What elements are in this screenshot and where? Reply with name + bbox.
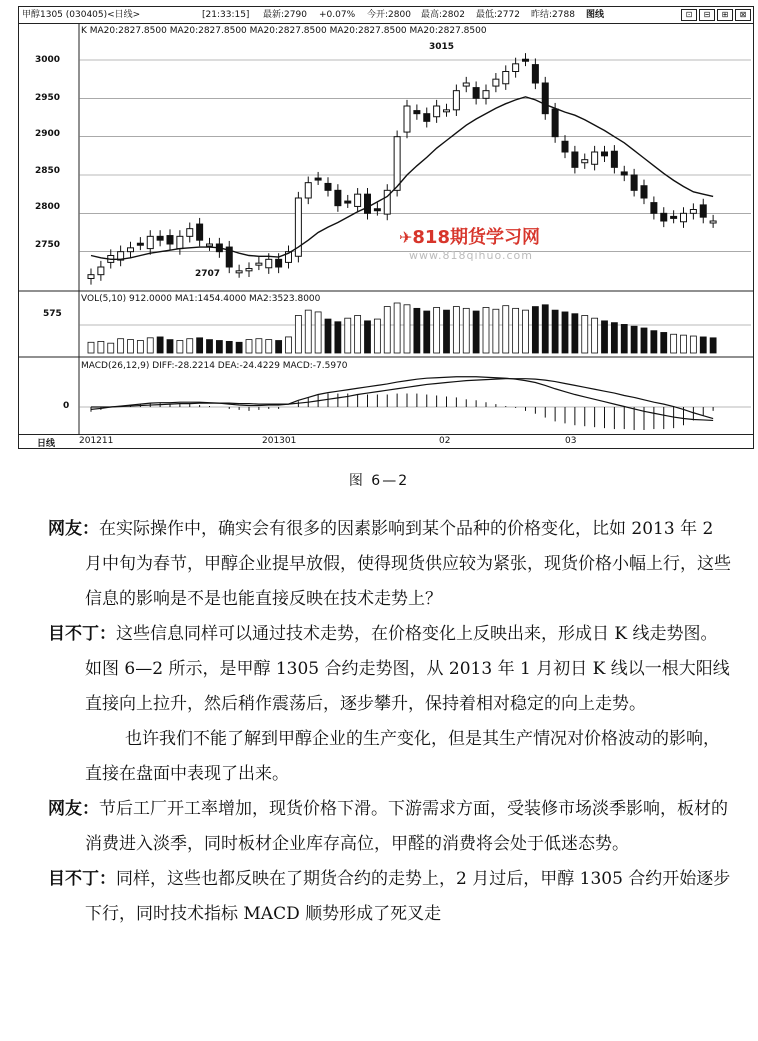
volume-bar <box>453 307 459 353</box>
candle-body <box>434 106 440 117</box>
k-panel-label: K MA20:2827.8500 MA20:2827.8500 MA20:2827.8500 MA20:2827.8500 MA20:2827.8500 <box>81 26 487 36</box>
volume-bar <box>137 341 143 354</box>
volume-bar <box>266 340 272 353</box>
candle-body <box>187 229 193 237</box>
volume-bar <box>572 314 578 353</box>
volume-bar <box>523 310 529 353</box>
candle-body <box>503 72 509 84</box>
candle-body <box>167 236 173 244</box>
candle-body <box>335 190 341 205</box>
volume-bar <box>552 310 558 353</box>
volume-bar <box>621 324 627 353</box>
y-tick-2900: 2900 <box>35 129 61 139</box>
volume-bar <box>681 335 687 353</box>
volume-bar <box>394 303 400 353</box>
volume-bar <box>345 318 351 353</box>
volume-bar <box>582 316 588 354</box>
volume-bar <box>513 308 519 353</box>
chart-low: 最低:2772 <box>476 10 520 20</box>
volume-bar <box>246 340 252 353</box>
candle-body <box>582 160 588 163</box>
candle-body <box>365 194 371 213</box>
y-tick-2800: 2800 <box>35 202 61 212</box>
volume-bar <box>611 323 617 353</box>
candle-body <box>325 183 331 190</box>
chart-prev-settle: 昨结:2788 <box>531 10 575 20</box>
dialogue-paragraph <box>48 512 732 617</box>
volume-bar <box>690 336 696 353</box>
date-label: 02 <box>439 436 451 446</box>
candle-body <box>137 243 143 245</box>
candle-body <box>532 65 538 83</box>
candle-body <box>641 186 647 198</box>
chart-change: +0.07% <box>319 10 356 20</box>
volume-bar <box>216 341 222 354</box>
candle-body <box>266 259 272 267</box>
restore-icon[interactable]: ⊡ <box>681 9 697 21</box>
volume-bar <box>562 312 568 353</box>
candle-body <box>473 88 479 99</box>
volume-bar <box>532 307 538 353</box>
candle-body <box>671 216 677 218</box>
candle-body <box>374 209 380 211</box>
y-tick-2950: 2950 <box>35 93 61 103</box>
candle-body <box>552 109 558 137</box>
volume-bar <box>315 312 321 353</box>
annotation-low: 2707 <box>195 269 221 279</box>
volume-bar <box>473 311 479 353</box>
volume-bar <box>710 338 716 353</box>
candle-body <box>256 263 262 265</box>
volume-bar <box>207 340 213 353</box>
candle-body <box>661 213 667 221</box>
volume-bar <box>414 308 420 353</box>
macd-y-tick: 0 <box>63 401 70 411</box>
macd-panel-label: MACD(26,12,9) DIFF:-28.2214 DEA:-24.4229 MACD:-7.5970 <box>81 361 348 371</box>
speaker-label: 网友： <box>48 799 99 819</box>
volume-bar <box>236 342 242 353</box>
dialogue-paragraph <box>48 862 732 932</box>
chart-canvas <box>19 7 753 448</box>
candle-body <box>710 221 716 223</box>
volume-bar <box>661 332 667 353</box>
period-label[interactable]: 日线 <box>37 439 56 449</box>
volume-bar <box>374 319 380 353</box>
volume-bar <box>424 311 430 353</box>
date-label: 201211 <box>79 436 114 446</box>
volume-bar <box>365 321 371 353</box>
vol-panel-label: VOL(5,10) 912.0000 MA1:1454.4000 MA2:3523.8000 <box>81 294 321 304</box>
candle-body <box>128 248 134 252</box>
candle-body <box>246 269 252 271</box>
volume-bar <box>325 319 331 353</box>
chart-latest: 最新:2790 <box>263 10 307 20</box>
candle-body <box>444 110 450 112</box>
date-label: 03 <box>565 436 577 446</box>
volume-bar <box>355 316 361 354</box>
volume-bar <box>602 321 608 353</box>
candle-body <box>276 259 282 267</box>
paragraph-text: 节后工厂开工率增加，现货价格下滑。下游需求方面，受装修市场淡季影响，板材的消费进入淡季，同时板材企业库存高位，甲醛的消费将会处于低迷态势。 <box>85 799 728 854</box>
volume-bar <box>305 310 311 353</box>
annotation-high: 3015 <box>429 42 455 52</box>
candle-body <box>562 141 568 152</box>
chart-symbol: 甲醇1305 (030405)<日线> <box>22 10 141 20</box>
candle-body <box>542 83 548 114</box>
candle-body <box>147 236 153 248</box>
volume-bar <box>651 331 657 353</box>
candle-body <box>98 267 104 275</box>
minimize-icon[interactable]: ⊟ <box>699 9 715 21</box>
speaker-label: 目不丁： <box>48 624 116 644</box>
volume-bar <box>404 305 410 353</box>
candle-body <box>621 172 627 175</box>
candle-body <box>207 244 213 246</box>
maximize-icon[interactable]: ⊞ <box>717 9 733 21</box>
candle-body <box>513 64 519 72</box>
close-icon[interactable]: ⊠ <box>735 9 751 21</box>
y-tick-3000: 3000 <box>35 55 61 65</box>
volume-bar <box>167 340 173 353</box>
chart-open: 今开:2800 <box>367 10 411 20</box>
chart-time: [21:33:15] <box>202 10 250 20</box>
y-tick-2850: 2850 <box>35 166 61 176</box>
speaker-label: 网友： <box>48 519 99 539</box>
dialogue-paragraph <box>48 792 732 862</box>
volume-bar <box>187 339 193 353</box>
candle-body <box>631 175 637 190</box>
volume-bar <box>147 338 153 353</box>
candle-body <box>611 151 617 167</box>
speaker-label: 目不丁： <box>48 869 116 889</box>
volume-bar <box>286 337 292 353</box>
volume-bar <box>463 308 469 353</box>
candle-body <box>592 152 598 164</box>
date-label: 201301 <box>262 436 297 446</box>
candle-body <box>572 152 578 167</box>
candle-body <box>424 114 430 122</box>
y-tick-2750: 2750 <box>35 240 61 250</box>
candle-body <box>681 213 687 221</box>
volume-bar <box>157 337 163 353</box>
volume-bar <box>276 341 282 354</box>
watermark-url: www.818qihuo.com <box>409 249 533 262</box>
dialogue-paragraph <box>48 617 732 722</box>
chart-type-label[interactable]: 图线 <box>586 10 605 20</box>
macd-diff-line <box>91 377 713 421</box>
candle-body <box>414 111 420 114</box>
article-body <box>48 512 732 932</box>
paragraph-text: 在实际操作中，确实会有很多的因素影响到某个品种的价格变化，比如 2013 年 2 月中旬为春节，甲醇企业提早放假，使得现货供应较为紧张，现货价格小幅上行，这些信息的影响是不是也能直接反映在技术走势上？ <box>85 519 731 609</box>
candle-body <box>523 59 529 61</box>
volume-bar <box>384 307 390 353</box>
volume-bar <box>641 328 647 353</box>
volume-bar <box>493 309 499 353</box>
figure-caption: 图 6—2 <box>348 473 410 489</box>
volume-bar <box>197 338 203 353</box>
vol-y-tick: 575 <box>43 309 62 319</box>
stock-chart <box>18 6 754 449</box>
candle-body <box>305 183 311 198</box>
volume-bar <box>226 341 232 353</box>
volume-bar <box>592 318 598 353</box>
candle-body <box>197 224 203 240</box>
paragraph-text: 也许我们不能了解到甲醇企业的生产变化，但是其生产情况对价格波动的影响，直接在盘面中表现了出来。 <box>85 729 720 784</box>
candle-body <box>394 137 400 191</box>
volume-bar <box>335 322 341 353</box>
volume-bar <box>256 339 262 353</box>
candle-body <box>493 79 499 86</box>
watermark-brand: ✈818期货学习网 <box>399 227 540 248</box>
chart-footer <box>19 434 753 448</box>
volume-bar <box>631 326 637 353</box>
candle-body <box>483 91 489 99</box>
dialogue-paragraph <box>48 722 732 792</box>
candle-body <box>700 205 706 217</box>
candle-body <box>177 236 183 248</box>
macd-dea-line <box>91 379 713 419</box>
candle-body <box>236 271 242 273</box>
candle-body <box>463 83 469 86</box>
volume-bar <box>108 343 114 353</box>
paragraph-text: 这些信息同样可以通过技术走势，在价格变化上反映出来，形成日 K 线走势图。如图 6—2 所示，是甲醇 1305 合约走势图，从 2013 年 1 月初日 K 线以一根大阳线直接向上拉升，然后稍作震荡后，逐步攀升，保持着相对稳定的向上走势。 <box>85 624 730 714</box>
candle-body <box>651 203 657 214</box>
volume-bar <box>434 307 440 353</box>
candle-body <box>453 91 459 110</box>
volume-bar <box>671 334 677 353</box>
candle-body <box>355 194 361 206</box>
candle-body <box>157 236 163 240</box>
volume-bar <box>118 339 124 353</box>
volume-bar <box>128 340 134 353</box>
volume-bar <box>444 310 450 353</box>
paragraph-text: 同样，这些也都反映在了期货合约的走势上，2 月过后，甲醇 1305 合约开始逐步下行，同时技术指标 MACD 顺势形成了死叉走 <box>85 869 731 924</box>
candle-body <box>404 106 410 132</box>
volume-bar <box>177 341 183 354</box>
candle-body <box>602 152 608 156</box>
volume-bar <box>483 307 489 353</box>
volume-bar <box>542 305 548 353</box>
candle-body <box>315 178 321 180</box>
volume-bar <box>503 306 509 353</box>
candle-body <box>88 275 94 279</box>
volume-bar <box>88 342 94 353</box>
volume-bar <box>295 316 301 354</box>
candle-body <box>690 210 696 214</box>
candle-body <box>345 201 351 203</box>
volume-bar <box>700 337 706 353</box>
volume-bar <box>98 341 104 353</box>
chart-high: 最高:2802 <box>421 10 465 20</box>
